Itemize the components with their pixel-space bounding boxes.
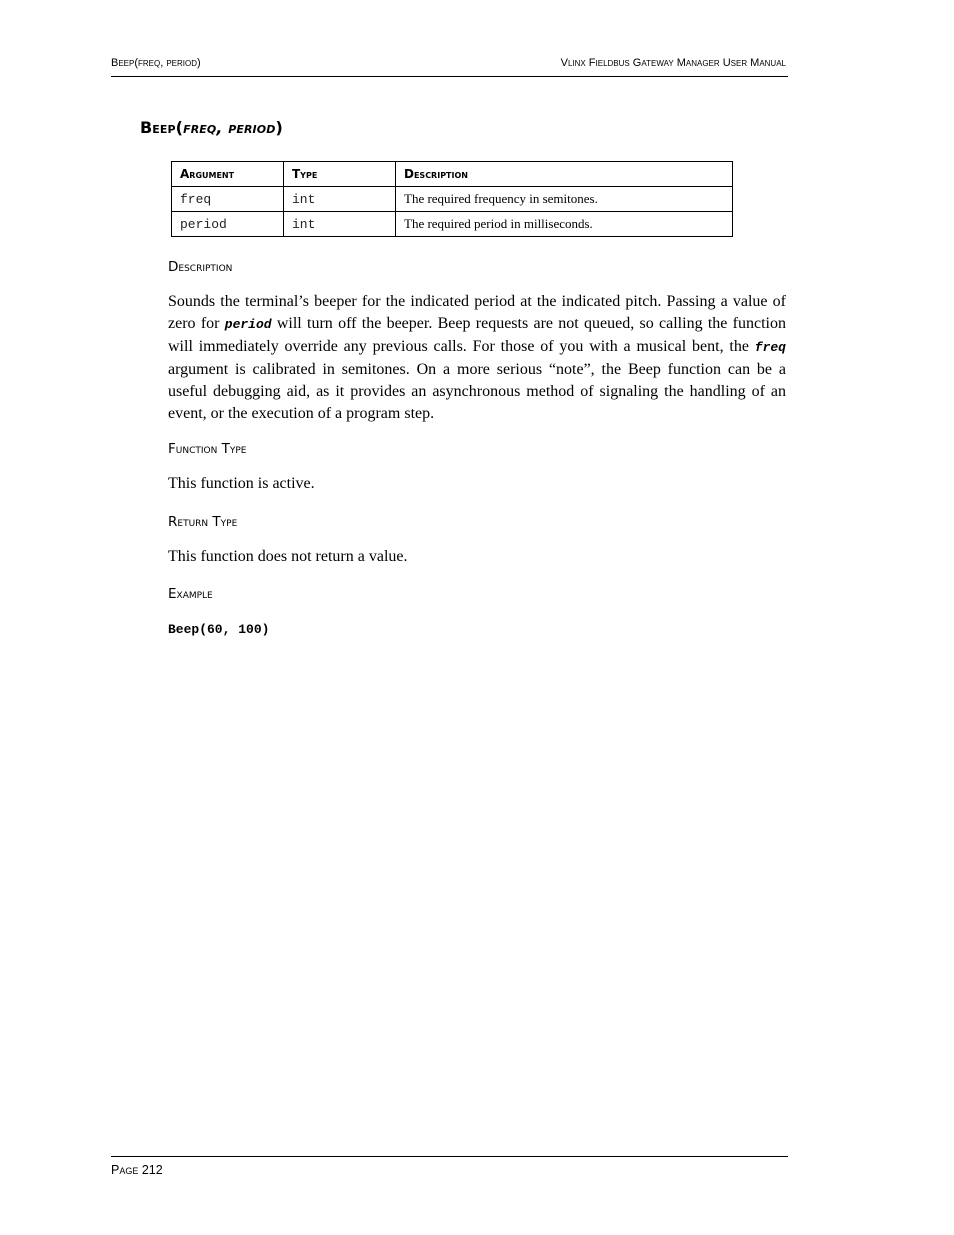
description-text: Sounds the terminal’s beeper for the indicated period at the indicated pitch. Passing a value of zero for period will turn off the beeper. Beep requests are not queued, so calling the function will immediately override any previous calls. For those of you with a musical bent, the freq argument is calibrated in semitones. On a more serious “note”, the Beep function can be a useful debugging aid, as it provides an asynchronous method of signaling the handling of an event, or the execution of a program step. <box>168 293 787 422</box>
title-close-paren: ) <box>275 118 283 137</box>
page-footer <box>111 1156 788 1177</box>
return-type-heading: Return Type <box>168 514 238 530</box>
function-type-heading: Function Type <box>168 441 247 457</box>
function-type-text: This function is active. <box>168 475 315 492</box>
title-params: freq, period <box>183 118 276 137</box>
arguments-table <box>171 161 733 237</box>
return-type-text: This function does not return a value. <box>168 548 408 565</box>
arg-description: The required frequency in semitones. <box>396 187 733 212</box>
arg-name: freq <box>172 187 284 212</box>
example-heading: Example <box>168 586 213 602</box>
table-header-row <box>172 162 733 187</box>
arg-type: int <box>284 212 396 237</box>
page-number: Page 212 <box>111 1163 163 1177</box>
table-row <box>172 187 733 212</box>
code-period: period <box>224 317 272 332</box>
header-manual-title: Vlinx Fieldbus Gateway Manager User Manual <box>560 57 786 69</box>
code-freq: freq <box>754 340 786 355</box>
example-code: Beep(60, 100) <box>168 622 270 637</box>
header-type: Type <box>284 162 396 187</box>
arg-description: The required period in milliseconds. <box>396 212 733 237</box>
arg-name: period <box>172 212 284 237</box>
table-row <box>172 212 733 237</box>
page-title <box>140 118 283 137</box>
header-section-title: Beep(freq, period) <box>111 57 201 69</box>
arg-type: int <box>284 187 396 212</box>
header-description: Description <box>396 162 733 187</box>
description-heading: Description <box>168 259 233 275</box>
page-header <box>111 54 788 77</box>
header-argument: Argument <box>172 162 284 187</box>
title-function-name: Beep( <box>140 118 184 137</box>
